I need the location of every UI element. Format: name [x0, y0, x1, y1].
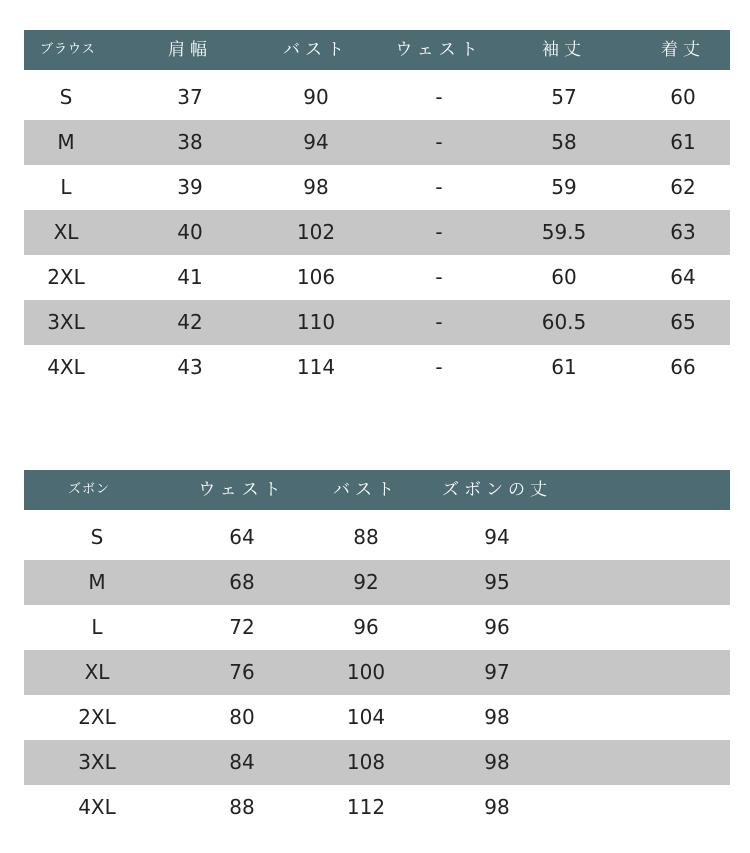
length-cell: 98	[484, 795, 510, 819]
length-cell: 94	[484, 525, 510, 549]
shoulder-cell: 38	[177, 130, 203, 154]
waist-cell: -	[435, 175, 443, 199]
header-cell-blouse: ブラウス	[40, 42, 96, 57]
bust-cell: 110	[296, 310, 336, 334]
waist-cell: 80	[229, 705, 255, 729]
bust-cell: 114	[296, 355, 336, 379]
sleeve-cell: 60.5	[541, 310, 587, 334]
header-cell-bust: バスト	[333, 480, 399, 500]
waist-cell: -	[435, 355, 443, 379]
table-row	[24, 120, 730, 165]
size-cell: 3XL	[47, 310, 85, 334]
bust-cell: 88	[353, 525, 379, 549]
table-row	[24, 605, 730, 650]
length-cell: 60	[670, 85, 696, 109]
size-cell: 2XL	[78, 705, 116, 729]
size-cell: 3XL	[78, 750, 116, 774]
table-row	[24, 255, 730, 300]
waist-cell: 72	[229, 615, 255, 639]
header-cell-body-length: 着丈	[661, 40, 705, 60]
blouse-table-header	[24, 30, 730, 70]
shoulder-cell: 40	[177, 220, 203, 244]
header-cell-shoulder: 肩幅	[168, 40, 212, 60]
waist-cell: 84	[229, 750, 255, 774]
sleeve-cell: 61	[551, 355, 577, 379]
length-cell: 98	[484, 750, 510, 774]
table-row	[24, 210, 730, 255]
table-row	[24, 560, 730, 605]
table-row	[24, 75, 730, 120]
bust-cell: 100	[346, 660, 386, 684]
header-cell-pants: ズボン	[68, 482, 111, 497]
shoulder-cell: 37	[177, 85, 203, 109]
blouse-table-body	[24, 75, 730, 390]
waist-cell: 76	[229, 660, 255, 684]
table-row	[24, 740, 730, 785]
sleeve-cell: 59.5	[541, 220, 587, 244]
bust-cell: 90	[303, 85, 329, 109]
bust-cell: 108	[346, 750, 386, 774]
table-row	[24, 650, 730, 695]
size-cell: L	[60, 175, 72, 199]
table-row	[24, 300, 730, 345]
length-cell: 63	[670, 220, 696, 244]
bust-cell: 98	[303, 175, 329, 199]
sleeve-cell: 57	[551, 85, 577, 109]
sleeve-cell: 59	[551, 175, 577, 199]
size-cell: M	[57, 130, 75, 154]
table-row	[24, 345, 730, 390]
bust-cell: 96	[353, 615, 379, 639]
bust-cell: 94	[303, 130, 329, 154]
waist-cell: -	[435, 130, 443, 154]
waist-cell: -	[435, 310, 443, 334]
header-cell-sleeve-length: 袖丈	[542, 40, 586, 60]
table-row	[24, 165, 730, 210]
bust-cell: 104	[346, 705, 386, 729]
bust-cell: 102	[296, 220, 336, 244]
waist-cell: -	[435, 85, 443, 109]
waist-cell: -	[435, 220, 443, 244]
table-row	[24, 695, 730, 740]
sleeve-cell: 58	[551, 130, 577, 154]
waist-cell: 88	[229, 795, 255, 819]
size-cell: S	[59, 85, 73, 109]
length-cell: 95	[484, 570, 510, 594]
size-cell: L	[91, 615, 103, 639]
header-cell-waist: ウェスト	[198, 480, 286, 500]
shoulder-cell: 43	[177, 355, 203, 379]
size-cell: XL	[53, 220, 79, 244]
size-cell: 4XL	[47, 355, 85, 379]
size-cell: XL	[84, 660, 110, 684]
size-cell: 2XL	[47, 265, 85, 289]
sleeve-cell: 60	[551, 265, 577, 289]
shoulder-cell: 39	[177, 175, 203, 199]
header-cell-waist: ウェスト	[395, 40, 483, 60]
size-cell: S	[90, 525, 104, 549]
length-cell: 65	[670, 310, 696, 334]
length-cell: 62	[670, 175, 696, 199]
length-cell: 98	[484, 705, 510, 729]
size-cell: M	[88, 570, 106, 594]
length-cell: 66	[670, 355, 696, 379]
shoulder-cell: 41	[177, 265, 203, 289]
length-cell: 96	[484, 615, 510, 639]
bust-cell: 106	[296, 265, 336, 289]
waist-cell: -	[435, 265, 443, 289]
length-cell: 97	[484, 660, 510, 684]
shoulder-cell: 42	[177, 310, 203, 334]
pants-size-table	[24, 470, 730, 830]
pants-table-header	[24, 470, 730, 510]
blouse-size-table	[24, 30, 730, 390]
length-cell: 64	[670, 265, 696, 289]
table-row	[24, 515, 730, 560]
header-cell-bust: バスト	[283, 40, 349, 60]
bust-cell: 112	[346, 795, 386, 819]
table-row	[24, 785, 730, 830]
waist-cell: 64	[229, 525, 255, 549]
header-cell-pants-length: ズボンの丈	[442, 480, 552, 500]
length-cell: 61	[670, 130, 696, 154]
waist-cell: 68	[229, 570, 255, 594]
pants-table-body	[24, 515, 730, 830]
size-cell: 4XL	[78, 795, 116, 819]
bust-cell: 92	[353, 570, 379, 594]
